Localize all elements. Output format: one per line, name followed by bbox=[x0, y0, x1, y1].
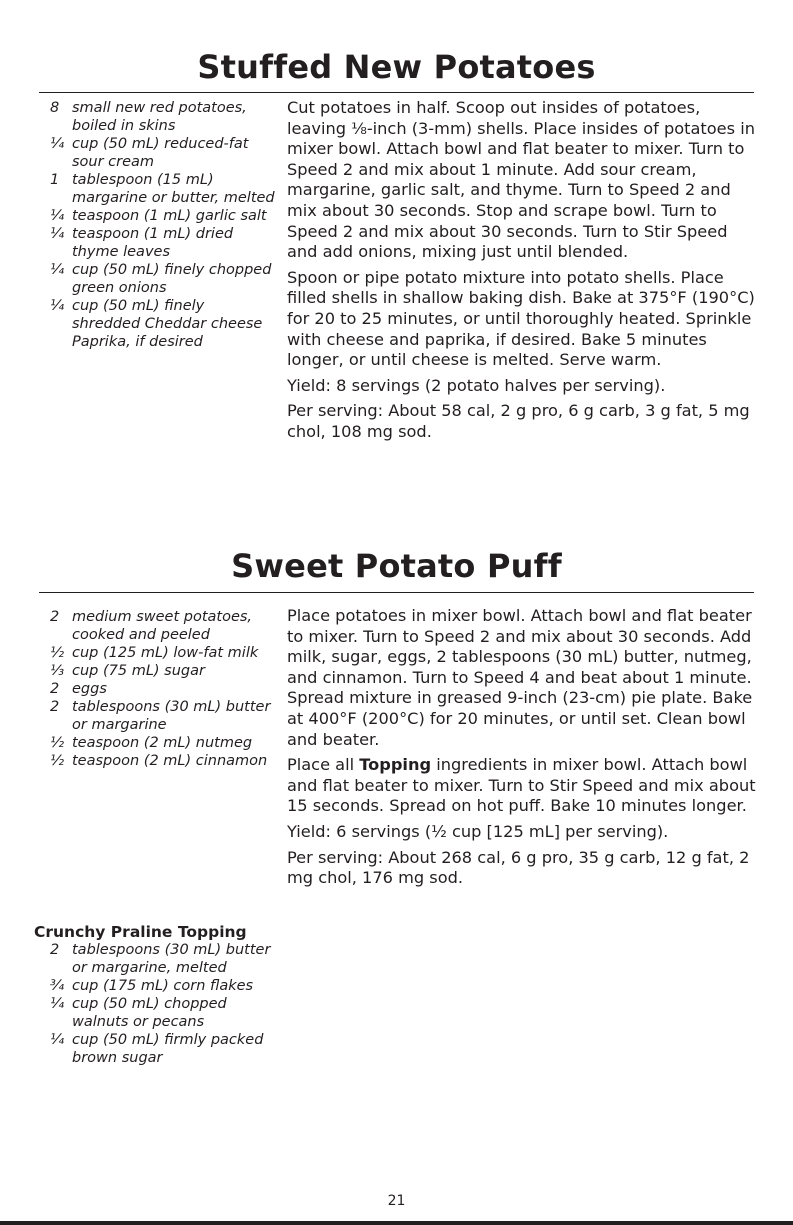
ingredient-qty: ¼ bbox=[50, 262, 65, 278]
recipe-title: Sweet Potato Puff bbox=[231, 547, 562, 585]
ingredient-qty: 1 bbox=[50, 172, 60, 188]
ingredient-item bbox=[50, 680, 275, 698]
ingredient-text: teaspoon (2 mL) cinnamon bbox=[72, 753, 268, 769]
ingredient-qty: ¼ bbox=[50, 298, 65, 314]
title-rule bbox=[39, 92, 754, 93]
directions bbox=[287, 606, 762, 894]
ingredient-qty: 2 bbox=[50, 609, 60, 625]
ingredient-item bbox=[50, 297, 275, 333]
ingredient-item bbox=[50, 941, 275, 977]
ingredient-item bbox=[50, 225, 275, 261]
ingredient-qty: ⅓ bbox=[50, 663, 65, 679]
nutrition-text: Per serving: About 58 cal, 2 g pro, 6 g carb, 3 g fat, 5 mg chol, 108 mg sod. bbox=[287, 401, 750, 441]
ingredient-text: medium sweet potatoes, cooked and peeled bbox=[72, 609, 253, 643]
ingredient-item bbox=[50, 99, 275, 135]
ingredient-qty: ½ bbox=[50, 735, 65, 751]
ingredient-text: cup (75 mL) sugar bbox=[72, 663, 205, 679]
ingredient-text: cup (50 mL) firmly packed brown sugar bbox=[72, 1032, 264, 1066]
direction-paragraph bbox=[287, 755, 762, 817]
ingredient-text: cup (50 mL) chopped walnuts or pecans bbox=[72, 996, 227, 1030]
ingredient-text: tablespoons (30 mL) butter or margarine, melted bbox=[72, 942, 271, 976]
ingredient-text: teaspoon (1 mL) dried thyme leaves bbox=[72, 226, 234, 260]
ingredient-qty: ¼ bbox=[50, 996, 65, 1012]
yield-text: Yield: 6 servings (½ cup [125 mL] per serving). bbox=[287, 821, 669, 841]
ingredient-item bbox=[50, 261, 275, 297]
ingredient-item bbox=[50, 608, 275, 644]
ingredient-text: Paprika, if desired bbox=[72, 334, 203, 350]
topping-ingredient-list bbox=[34, 923, 275, 1067]
ingredient-qty: ½ bbox=[50, 645, 65, 661]
ingredient-text: cup (50 mL) finely shredded Cheddar cheese bbox=[72, 298, 263, 332]
ingredient-qty: ¼ bbox=[50, 1032, 65, 1048]
ingredient-item bbox=[50, 752, 275, 770]
ingredient-item bbox=[50, 698, 275, 734]
directions bbox=[287, 98, 762, 448]
ingredient-text: teaspoon (2 mL) nutmeg bbox=[72, 735, 253, 751]
direction-text: ingredients in mixer bowl. Attach bowl and flat beater to mixer. Turn to Stir Speed and mix about 15 seconds. Spread on hot puff. Bake 10 minutes longer. bbox=[287, 755, 756, 816]
direction-paragraph: Cut potatoes in half. Scoop out insides of potatoes, leaving ⅛-inch (3-mm) shells. Place insides of potatoes in mixer bowl. Attach bowl and flat beater to mixer. Turn to Speed 2 and mix about 1 minute. Add sour cream, margarine, garlic salt, and thyme. Turn to Speed 2 and mix about 30 seconds. Stop and scrape bowl. Turn to Speed 2 and mix about 30 seconds. Turn to Stir Speed and add onions, mixing just until blended. bbox=[287, 98, 755, 262]
topping-bold-word: Topping bbox=[359, 755, 432, 775]
ingredient-text: cup (125 mL) low-fat milk bbox=[72, 645, 259, 661]
nutrition-text: Per serving: About 268 cal, 6 g pro, 35 g carb, 12 g fat, 2 mg chol, 176 mg sod. bbox=[287, 847, 750, 888]
direction-paragraph: Place potatoes in mixer bowl. Attach bowl and flat beater to mixer. Turn to Speed 2 and mix about 30 seconds. Add milk, sugar, eggs, 2 tablespoons (30 mL) butter, nutmeg, and cinnamon. Turn to Speed 4 and beat about 1 minute. Spread mixture in greased 9-inch (23-cm) pie plate. Bake at 400°F (200°C) for 20 minutes, or until set. Clean bowl and beater. bbox=[287, 606, 753, 749]
ingredient-qty: 2 bbox=[50, 699, 60, 715]
ingredient-item bbox=[50, 734, 275, 752]
bottom-border bbox=[0, 1221, 793, 1225]
ingredient-item bbox=[50, 995, 275, 1031]
ingredient-text: cup (175 mL) corn flakes bbox=[72, 978, 254, 994]
direction-paragraph: Spoon or pipe potato mixture into potato shells. Place filled shells in shallow baking dish. Bake at 375°F (190°C) for 20 to 25 minutes, or until thoroughly heated. Sprinkle with cheese and paprika, if desired. Bake 5 minutes longer, or until cheese is melted. Serve warm. bbox=[287, 267, 755, 370]
ingredient-qty: 2 bbox=[50, 681, 60, 697]
ingredient-item bbox=[50, 333, 275, 351]
topping-heading: Crunchy Praline Topping bbox=[34, 923, 247, 941]
ingredient-text: tablespoon (15 mL) margarine or butter, melted bbox=[72, 172, 275, 206]
ingredient-text: teaspoon (1 mL) garlic salt bbox=[72, 208, 267, 224]
ingredient-qty: 2 bbox=[50, 942, 60, 958]
ingredient-text: eggs bbox=[72, 681, 107, 697]
page-number: 21 bbox=[387, 1193, 406, 1209]
ingredient-text: small new red potatoes, boiled in skins bbox=[72, 100, 247, 134]
ingredient-text: cup (50 mL) reduced-fat sour cream bbox=[72, 136, 249, 170]
ingredient-qty: ¼ bbox=[50, 136, 65, 152]
ingredient-qty: ¼ bbox=[50, 226, 65, 242]
ingredient-list bbox=[50, 608, 275, 770]
ingredient-item bbox=[50, 135, 275, 171]
ingredient-text: tablespoons (30 mL) butter or margarine bbox=[72, 699, 271, 733]
ingredient-qty: ¾ bbox=[50, 978, 65, 994]
ingredient-list bbox=[50, 99, 275, 351]
ingredient-qty: 8 bbox=[50, 100, 60, 116]
ingredient-item bbox=[50, 171, 275, 207]
ingredient-item bbox=[50, 644, 275, 662]
ingredient-qty: ¼ bbox=[50, 208, 65, 224]
yield-text: Yield: 8 servings (2 potato halves per serving). bbox=[287, 375, 666, 395]
direction-text: Place all bbox=[287, 755, 360, 775]
ingredient-text: cup (50 mL) finely chopped green onions bbox=[72, 262, 272, 296]
ingredient-qty: ½ bbox=[50, 753, 65, 769]
ingredient-item bbox=[50, 1031, 275, 1067]
title-rule bbox=[39, 592, 754, 593]
ingredient-item bbox=[50, 207, 275, 225]
ingredient-item bbox=[50, 977, 275, 995]
recipe-title: Stuffed New Potatoes bbox=[197, 48, 596, 86]
ingredient-item bbox=[50, 662, 275, 680]
